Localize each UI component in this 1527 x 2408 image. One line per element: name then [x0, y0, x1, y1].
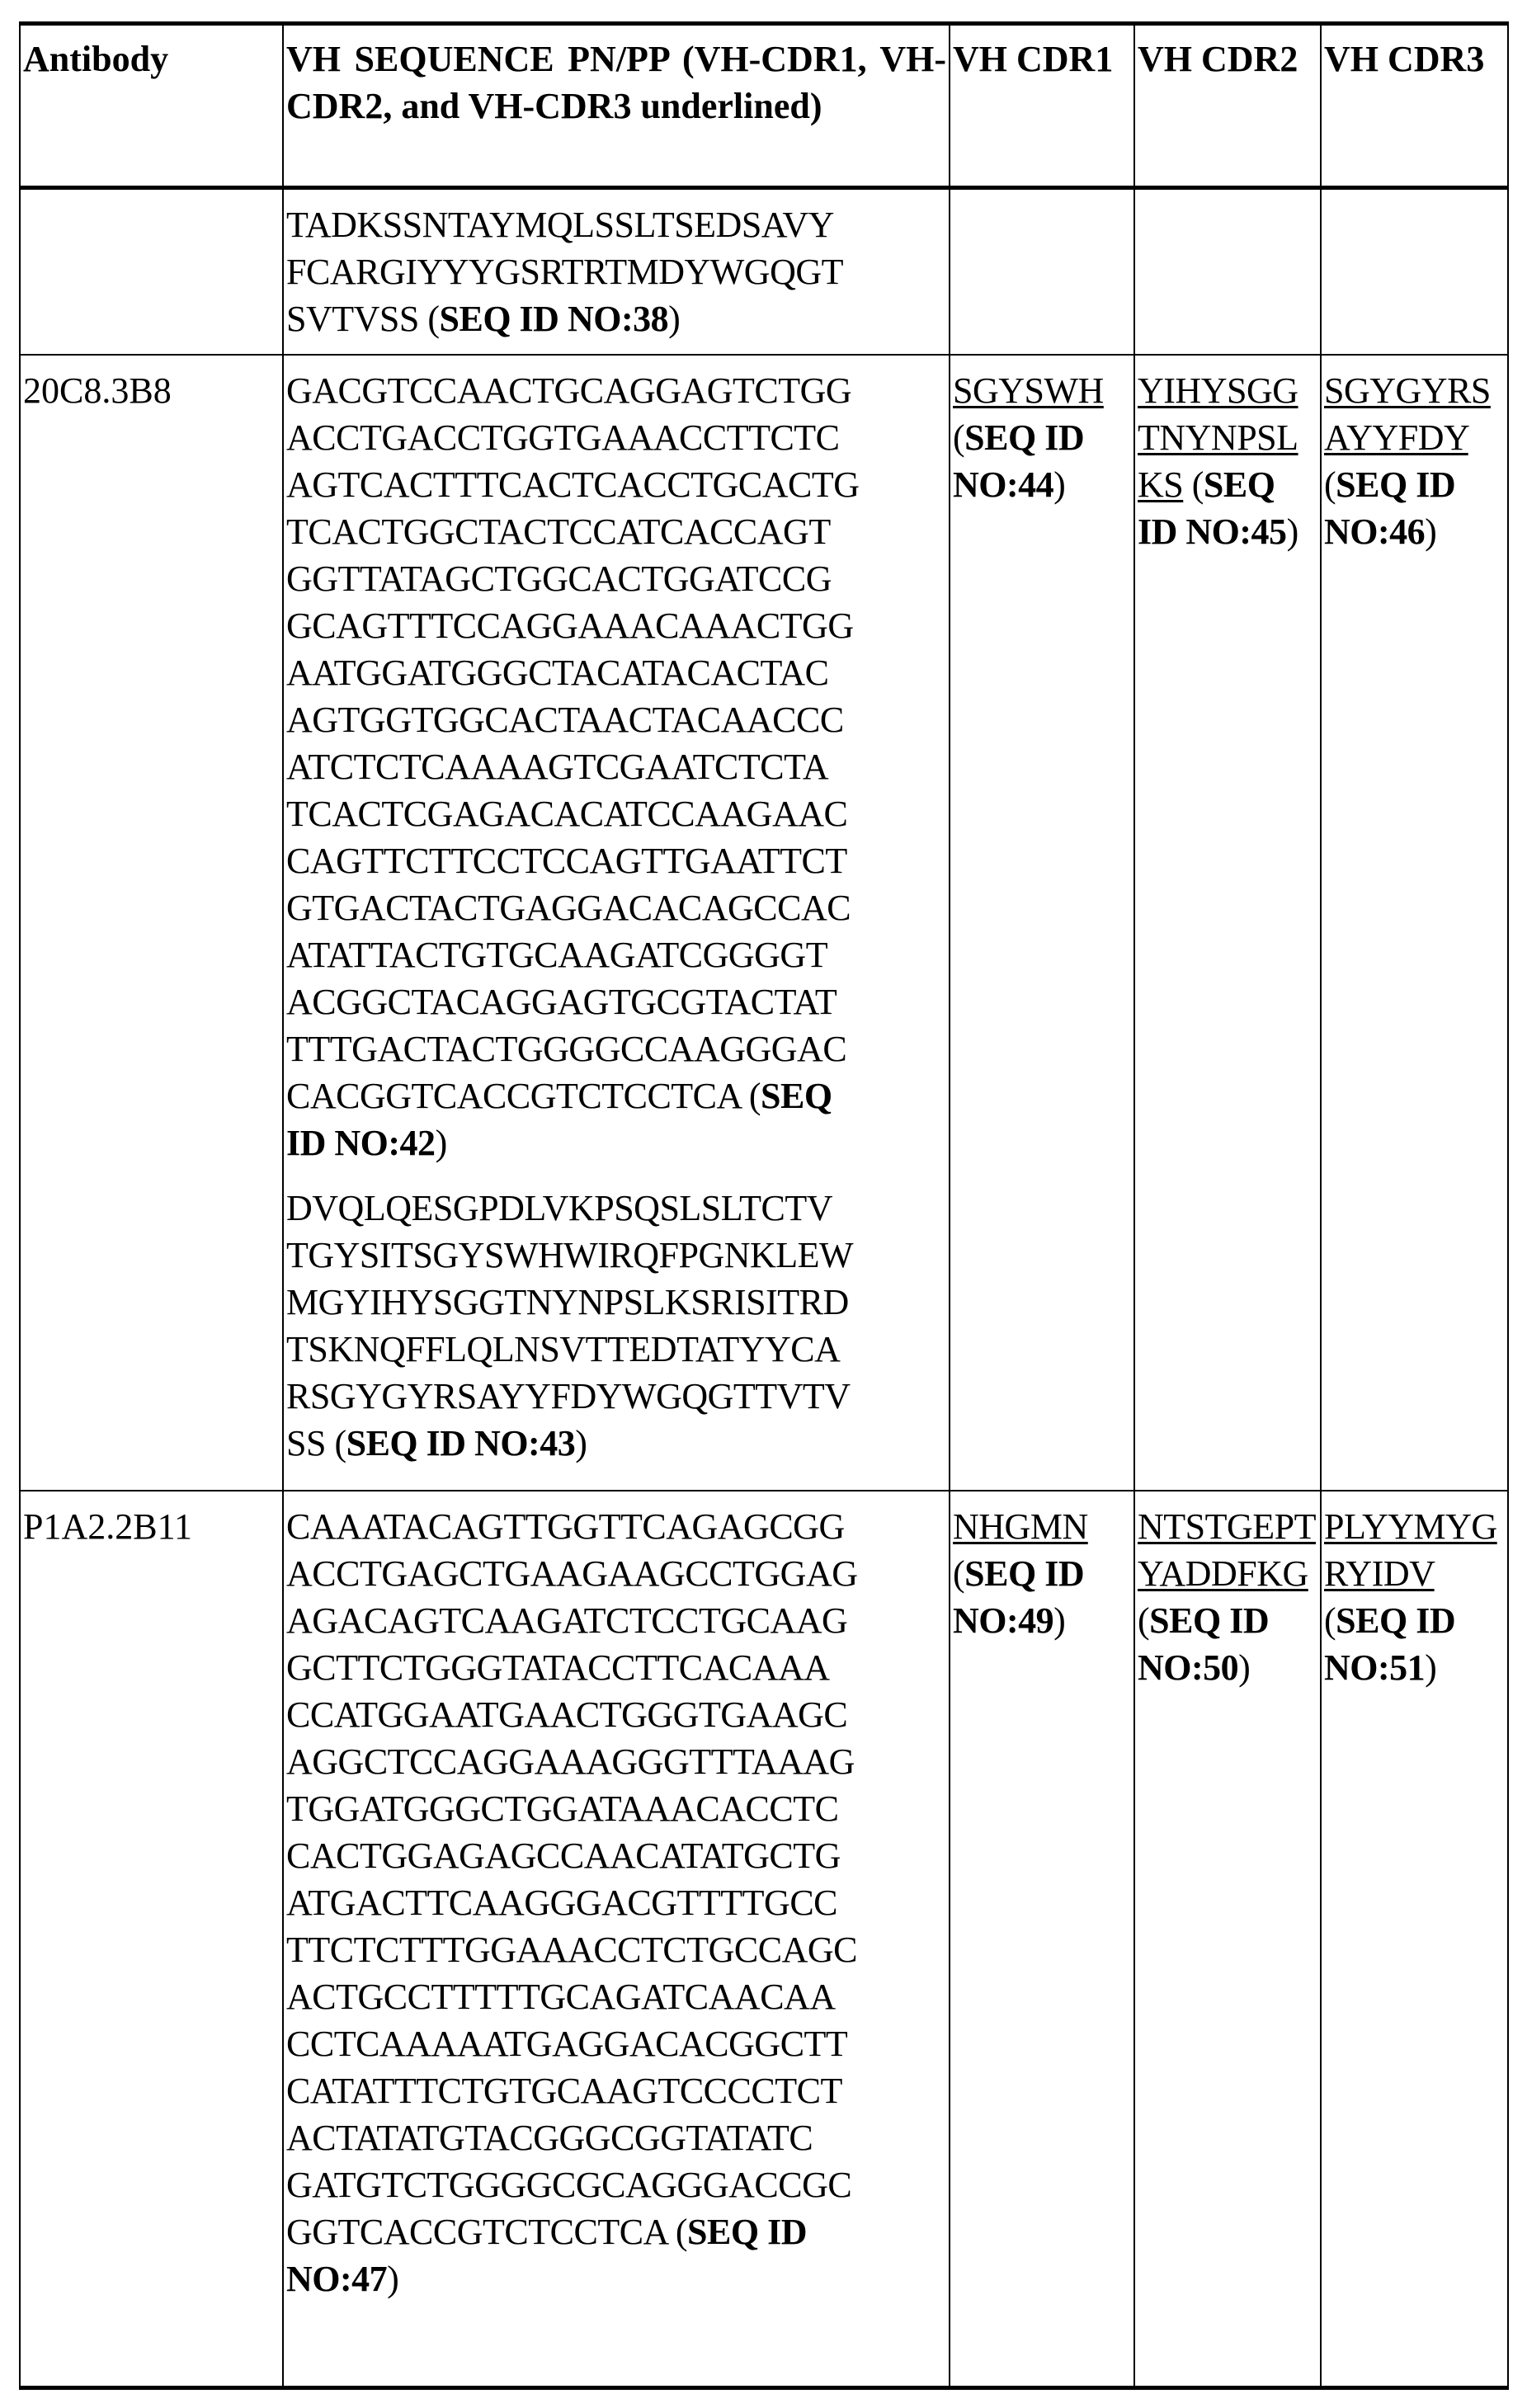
sequence-line: GATGTCTGGGGCGCAGGGACCGC: [286, 2165, 852, 2205]
sequence-line: GACGTCCAACTGCAGGAGTCTGG: [286, 370, 852, 411]
header-vh-cdr2: VH CDR2: [1134, 24, 1321, 188]
sequence-line: ATATTACTGTGCAAGATCGGGGT: [286, 935, 828, 975]
protein-sequence: [286, 1185, 946, 1467]
seq-id-label: SEQ ID NO:49: [953, 1553, 1085, 1641]
sequence-line: MGYIHYSGGTNYNPSLKSRISITRD: [286, 1282, 849, 1322]
vh-sequence-table: [19, 21, 1509, 2390]
sequence-line: NO:47): [286, 2259, 399, 2299]
sequence-line: DVQLQESGPDLVKPSQSLSLTCTV: [286, 1188, 832, 1228]
sequence-line: ATCTCTCAAAAGTCGAATCTCTA: [286, 747, 829, 787]
sequence-line: GCTTCTGGGTATACCTTCACAAA: [286, 1647, 830, 1688]
sequence-line: AGTGGTGGCACTAACTACAACCC: [286, 700, 844, 740]
sequence-line: ACTATATGTACGGGCGGTATATC: [286, 2118, 813, 2158]
sequence-line: ATGACTTCAAGGGACGTTTTGCC: [286, 1883, 838, 1923]
sequence-line: GGTCACCGTCTCCTCA (SEQ ID: [286, 2212, 807, 2252]
sequence-line: RSGYGYRSAYYFDYWGQGTTVTV: [286, 1376, 851, 1416]
sequence-line: FCARGIYYYGSRTRTMDYWGQGT: [286, 252, 844, 292]
sequence-line: SVTVSS (SEQ ID NO:38): [286, 299, 681, 339]
sequence-line: TSKNQFFLQLNSVTTEDTATYYCA: [286, 1329, 841, 1369]
sequence-line: CAGTTCTTCCTCCAGTTGAATTCT: [286, 841, 847, 881]
sequence-line: SS (SEQ ID NO:43): [286, 1423, 587, 1463]
sequence-text: SS: [286, 1423, 326, 1463]
sequence-line: CCATGGAATGAACTGGGTGAAGC: [286, 1694, 848, 1735]
header-vh-sequence: VH SEQUENCE PN/PP (VH-CDR1, VH-CDR2, and VH-CDR3 underlined): [283, 24, 950, 188]
cdr1-sequence: NHGMN: [953, 1506, 1088, 1547]
sequence-line: AGGCTCCAGGAAAGGGTTTAAAG: [286, 1741, 855, 1782]
vh-sequence-cell: [283, 355, 950, 1491]
sequence-line: TGGATGGGCTGGATAAACACCTC: [286, 1788, 839, 1829]
sequence-line: ACCTGACCTGGTGAAACCTTCTC: [286, 417, 840, 458]
header-antibody: Antibody: [20, 24, 283, 188]
sequence-text: SVTVSS: [286, 299, 419, 339]
sequence-line: AGTCACTTTCACTCACCTGCACTG: [286, 464, 860, 505]
paragraph-gap: [286, 1166, 946, 1185]
sequence-text: CACGGTCACCGTCTCCTCA: [286, 1076, 741, 1116]
sequence-line: GGTTATAGCTGGCACTGGATCCG: [286, 558, 832, 599]
sequence-line: TCACTGGCTACTCCATCACCAGT: [286, 511, 831, 552]
table-row: [20, 355, 1508, 1491]
table-header-row: [20, 24, 1508, 188]
sequence-line: TADKSSNTAYMQLSSLTSEDSAVY: [286, 205, 834, 245]
sequence-line: AGACAGTCAAGATCTCCTGCAAG: [286, 1600, 848, 1641]
sequence-line: TCACTCGAGACACATCCAAGAAC: [286, 794, 848, 834]
vh-cdr3-cell: SGYGYRSAYYFDY (SEQ ID NO:46): [1321, 355, 1508, 1491]
seq-id-label: SEQ ID NO:46: [1324, 464, 1456, 552]
sequence-line: GCAGTTTCCAGGAAACAAACTGG: [286, 606, 854, 646]
antibody-cell: [20, 188, 283, 356]
header-vh-cdr1: VH CDR1: [950, 24, 1134, 188]
table-row: [20, 1491, 1508, 2388]
sequence-text: GGTCACCGTCTCCTCA: [286, 2212, 667, 2252]
seq-id-label: SEQ ID NO:45: [1138, 464, 1287, 552]
cdr2-sequence: YIHYSGGTNYNPSLKS: [1138, 370, 1298, 505]
seq-id-label: SEQ ID NO:38: [439, 299, 669, 339]
vh-cdr2-cell: [1134, 188, 1321, 356]
vh-sequence-cell: [283, 188, 950, 356]
vh-cdr1-cell: [950, 188, 1134, 356]
seq-id-label: SEQ ID NO:43: [346, 1423, 576, 1463]
vh-sequence-cell: [283, 1491, 950, 2388]
seq-id-label: ID NO:42: [286, 1123, 436, 1163]
table-row-continuation: [20, 188, 1508, 356]
sequence-line: CACGGTCACCGTCTCCTCA (SEQ: [286, 1076, 832, 1116]
vh-cdr3-cell: [1321, 188, 1508, 356]
sequence-line: AATGGATGGGCTACATACACTAC: [286, 653, 829, 693]
cdr3-sequence: PLYYMYGRYIDV: [1324, 1506, 1497, 1594]
sequence-line: CATATTTCTGTGCAAGTCCCCTCT: [286, 2071, 842, 2111]
sequence-line: TGYSITSGYSWHWIRQFPGNKLEW: [286, 1235, 854, 1275]
sequence-line: TTTGACTACTGGGGCCAAGGGAC: [286, 1029, 847, 1069]
antibody-cell: 20C8.3B8: [20, 355, 283, 1491]
cdr1-sequence: SGYSWH: [953, 370, 1104, 411]
sequence-line: CCTCAAAAATGAGGACACGGCTT: [286, 2024, 848, 2064]
sequence-line: CAAATACAGTTGGTTCAGAGCGG: [286, 1506, 845, 1547]
cdr3-sequence: SGYGYRSAYYFDY: [1324, 370, 1491, 458]
seq-id-label: SEQ ID NO:44: [953, 417, 1085, 505]
protein-sequence: [286, 201, 946, 342]
vh-cdr1-cell: NHGMN (SEQ ID NO:49): [950, 1491, 1134, 2388]
seq-id-label: SEQ ID: [687, 2212, 807, 2252]
seq-id-label: NO:47: [286, 2259, 388, 2299]
antibody-cell: P1A2.2B11: [20, 1491, 283, 2388]
sequence-line: TTCTCTTTGGAAACCTCTGCCAGC: [286, 1930, 857, 1970]
sequence-line: ACCTGAGCTGAAGAAGCCTGGAG: [286, 1553, 858, 1594]
header-vh-cdr3: VH CDR3: [1321, 24, 1508, 188]
seq-id-label: SEQ ID NO:50: [1138, 1600, 1270, 1688]
sequence-line: CACTGGAGAGCCAACATATGCTG: [286, 1835, 841, 1876]
sequence-line: ID NO:42): [286, 1123, 447, 1163]
dna-sequence: [286, 367, 946, 1166]
dna-sequence: [286, 1503, 946, 2302]
cdr2-sequence: NTSTGEPTYADDFKG: [1138, 1506, 1316, 1594]
sequence-line: ACGGCTACAGGAGTGCGTACTAT: [286, 982, 837, 1022]
seq-id-label: SEQ ID NO:51: [1324, 1600, 1456, 1688]
vh-cdr1-cell: SGYSWH (SEQ ID NO:44): [950, 355, 1134, 1491]
seq-id-label: SEQ: [761, 1076, 832, 1116]
vh-cdr2-cell: NTSTGEPTYADDFKG (SEQ ID NO:50): [1134, 1491, 1321, 2388]
sequence-line: GTGACTACTGAGGACACAGCCAC: [286, 888, 851, 928]
sequence-line: ACTGCCTTTTTGCAGATCAACAA: [286, 1977, 836, 2017]
vh-cdr3-cell: PLYYMYGRYIDV (SEQ ID NO:51): [1321, 1491, 1508, 2388]
vh-cdr2-cell: YIHYSGGTNYNPSLKS (SEQ ID NO:45): [1134, 355, 1321, 1491]
